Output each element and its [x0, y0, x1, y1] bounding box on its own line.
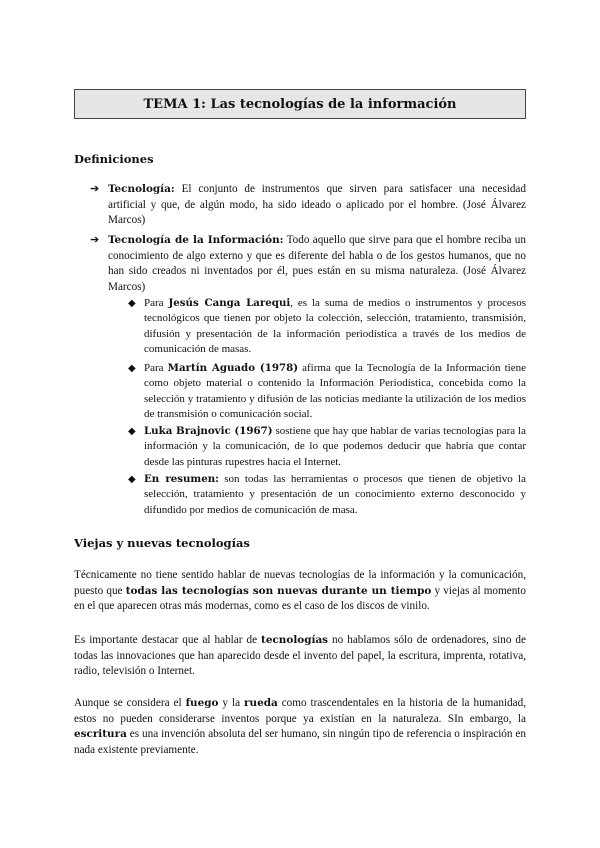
paragraph-tecnologias-innovaciones [74, 633, 526, 680]
subitem-prefix: Para [144, 297, 169, 309]
definition-term: Tecnología: [108, 183, 175, 195]
definition-term: Tecnología de la Información: [108, 234, 284, 246]
diamond-bullet-icon: ◆ [128, 363, 136, 374]
page-title [74, 89, 526, 119]
paragraph-text: Técnicamente no tiene sentido hablar de nuevas tecnologías de la información y la comunicación, puesto que [74, 569, 526, 597]
subitem-text: afirma que la Tecnología de la Información tiene como objeto material o contenido la Información Periodística, concebida como la selección y tratamiento y difusión de las noticias mediante la utilización de los medios de transmisión o comunicación social. [144, 362, 526, 421]
paragraph-fuego-rueda-escritura [74, 696, 526, 758]
diamond-bullet-icon: ◆ [128, 426, 136, 437]
subitem-term: Martín Aguado (1978) [167, 362, 299, 374]
paragraph-text: es una invención absoluta del ser humano, sin ningún tipo de referencia o inspiración en nada existente previamente. [74, 728, 526, 756]
subitem-text: sostiene que hay que hablar de varias tecnologías para la información y la comunicación, de lo que podemos deducir que habría que contar desde las pinturas rupestres hacia el Internet. [144, 425, 526, 468]
section-heading-definiciones: Definiciones [74, 152, 154, 166]
section-heading-viejas: Viejas y nuevas tecnologías [74, 536, 250, 550]
subitem-term: Jesús Canga Larequi [168, 297, 291, 309]
definition-item-tecnologia-informacion [90, 233, 526, 295]
paragraph-emphasis: fuego [185, 697, 219, 709]
definition-text: El conjunto de instrumentos que sirven para satisfacer una necesidad artificial y que, de algún modo, ha sido ideado o aplicado por el hombre. (José Álvarez Marcos) [108, 183, 526, 227]
subitem-term: En resumen: [144, 473, 219, 485]
paragraph-text: no hablamos sólo de ordenadores, sino de todas las innovaciones que han aparecido desde el invento del papel, la escritura, imprenta, rotativa, radio, televisión o Internet. [74, 634, 526, 678]
paragraph-nuevas-tecnologias [74, 568, 526, 615]
diamond-bullet-icon: ◆ [128, 474, 136, 485]
paragraph-emphasis: escritura [74, 728, 127, 741]
subitem-prefix: Para [144, 362, 168, 374]
subitem-luka-brajnovic [128, 424, 526, 470]
diamond-bullet-icon: ◆ [128, 298, 136, 309]
subitem-term: Luka Brajnovic (1967) [144, 425, 273, 437]
paragraph-text: y la [218, 697, 245, 709]
paragraph-emphasis: todas las tecnologías son nuevas durante un tiempo [125, 584, 432, 597]
paragraph-text: Aunque se considera el [74, 697, 186, 709]
paragraph-text: como trascendentales en la historia de la humanidad, estos no pueden considerarse inventos porque ya existían en la naturaleza. SIn embargo, la [74, 697, 526, 725]
subitem-canga-larequi [128, 296, 526, 358]
paragraph-text: y viejas al momento en el que aparecen otras más modernas, como es el caso de los discos de vinilo. [74, 584, 526, 613]
page-title-text: TEMA 1: Las tecnologías de la información [143, 96, 457, 112]
definition-text: Todo aquello que sirve para que el hombre reciba un conocimiento de algo externo y que es diferente del habla o de los gestos humanos, que no han sido creados ni inventados por él, pues están en su misma naturaleza. (José Álvarez Marcos) [108, 234, 526, 293]
arrow-bullet-icon: ➔ [90, 234, 100, 246]
subitem-text: , es la suma de medios o instrumentos y procesos tecnológicos que tienen por objeto la colección, selección, tratamiento, transmisión, difusión y presentación de la información periodística a través de los medios de comunicación de masas. [144, 297, 526, 356]
paragraph-text: Es importante destacar que al hablar de [74, 634, 262, 646]
subitem-text: son todas las herramientas o procesos que tienen de objetivo la selección, tratamiento y presentación de un conocimiento externo desconocido y difundido por medios de comunicación de masa. [144, 473, 526, 516]
subitem-martin-aguado [128, 361, 526, 423]
subitem-en-resumen [128, 472, 526, 518]
paragraph-emphasis: tecnologías [261, 634, 329, 646]
definition-item-tecnologia [90, 182, 526, 229]
arrow-bullet-icon: ➔ [90, 183, 100, 195]
paragraph-emphasis: rueda [244, 697, 278, 709]
